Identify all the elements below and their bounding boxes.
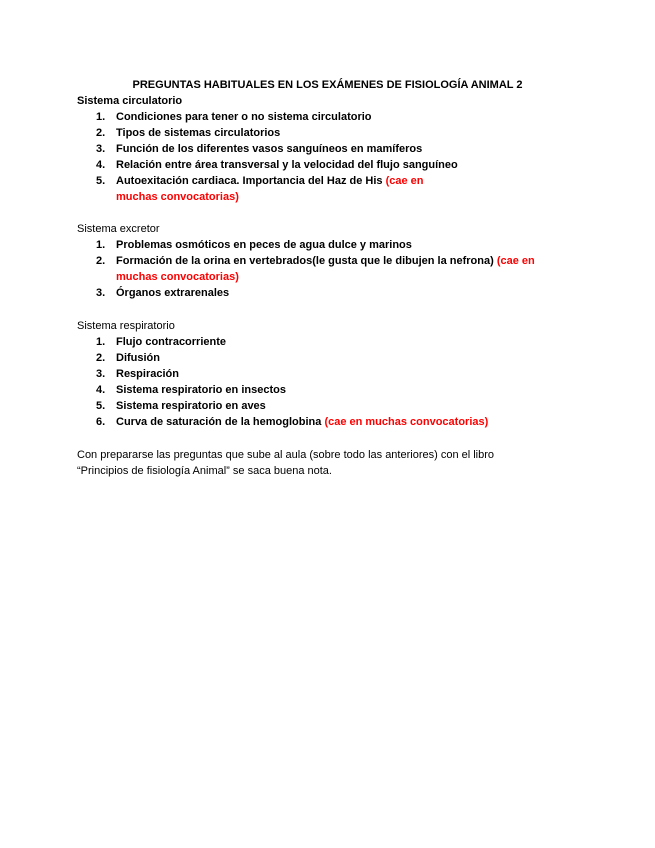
item-number: 3. <box>96 143 106 155</box>
closing-line: Con prepararse las preguntas que sube al aula (sobre todo las anteriores) con el libro <box>77 449 495 461</box>
item-number: 3. <box>96 368 106 380</box>
item-number: 2. <box>96 255 106 267</box>
closing-line: “Principios de fisiología Animal” se saca buena nota. <box>77 465 332 477</box>
page-title: PREGUNTAS HABITUALES EN LOS EXÁMENES DE FISIOLOGÍA ANIMAL 2 <box>132 79 523 91</box>
exam-frequency-note: (cae en muchas convocatorias) <box>324 416 489 428</box>
exam-frequency-note: (cae en muchas convocatorias) <box>116 255 535 283</box>
section-heading: Sistema excretor <box>77 223 160 235</box>
list-item <box>77 398 577 414</box>
item-text: Sistema respiratorio en aves <box>116 400 266 412</box>
item-text: Difusión <box>116 352 160 364</box>
section-circulatory <box>77 93 577 205</box>
list-item <box>77 253 577 285</box>
item-text: Flujo contracorriente <box>116 336 227 348</box>
item-number: 2. <box>96 127 106 139</box>
item-text: Autoexitación cardiaca. Importancia del Haz de His <box>116 175 386 187</box>
item-text: Problemas osmóticos en peces de agua dulce y marinos <box>116 239 412 251</box>
list-item <box>77 382 577 398</box>
item-text: Condiciones para tener o no sistema circulatorio <box>116 111 372 123</box>
section-heading: Sistema circulatorio <box>77 95 183 107</box>
list-item <box>77 109 577 125</box>
list-item <box>77 285 577 301</box>
list-item <box>77 334 577 350</box>
exam-frequency-note: (cae en muchas convocatorias) <box>116 175 424 203</box>
item-text: Órganos extrarenales <box>116 287 230 299</box>
item-text: Relación entre área transversal y la velocidad del flujo sanguíneo <box>116 159 458 171</box>
list-item <box>77 141 577 157</box>
item-number: 4. <box>96 384 106 396</box>
list-item <box>77 157 577 173</box>
list-item <box>77 173 577 205</box>
item-number: 4. <box>96 159 106 171</box>
list-item <box>77 237 577 253</box>
closing-paragraph <box>77 447 547 479</box>
item-text: Curva de saturación de la hemoglobina <box>116 416 325 428</box>
list-item <box>77 125 577 141</box>
item-text: Sistema respiratorio en insectos <box>116 384 286 396</box>
section-heading: Sistema respiratorio <box>77 320 175 332</box>
item-number: 3. <box>96 287 106 299</box>
list-item <box>77 366 577 382</box>
section-excretory <box>77 221 577 301</box>
section-respiratory <box>77 318 577 430</box>
question-list <box>77 334 577 430</box>
list-item <box>77 414 577 430</box>
question-list <box>77 109 577 205</box>
item-number: 1. <box>96 239 106 251</box>
item-number: 2. <box>96 352 106 364</box>
item-text: Respiración <box>116 368 179 380</box>
item-number: 6. <box>96 416 106 428</box>
item-number: 5. <box>96 175 106 187</box>
item-number: 1. <box>96 111 106 123</box>
item-text: Formación de la orina en vertebrados(le gusta que le dibujen la nefrona) <box>116 255 497 267</box>
list-item <box>77 350 577 366</box>
item-number: 5. <box>96 400 106 412</box>
item-text: Tipos de sistemas circulatorios <box>116 127 281 139</box>
item-text: Función de los diferentes vasos sanguíneos en mamíferos <box>116 143 423 155</box>
question-list <box>77 237 577 301</box>
item-number: 1. <box>96 336 106 348</box>
